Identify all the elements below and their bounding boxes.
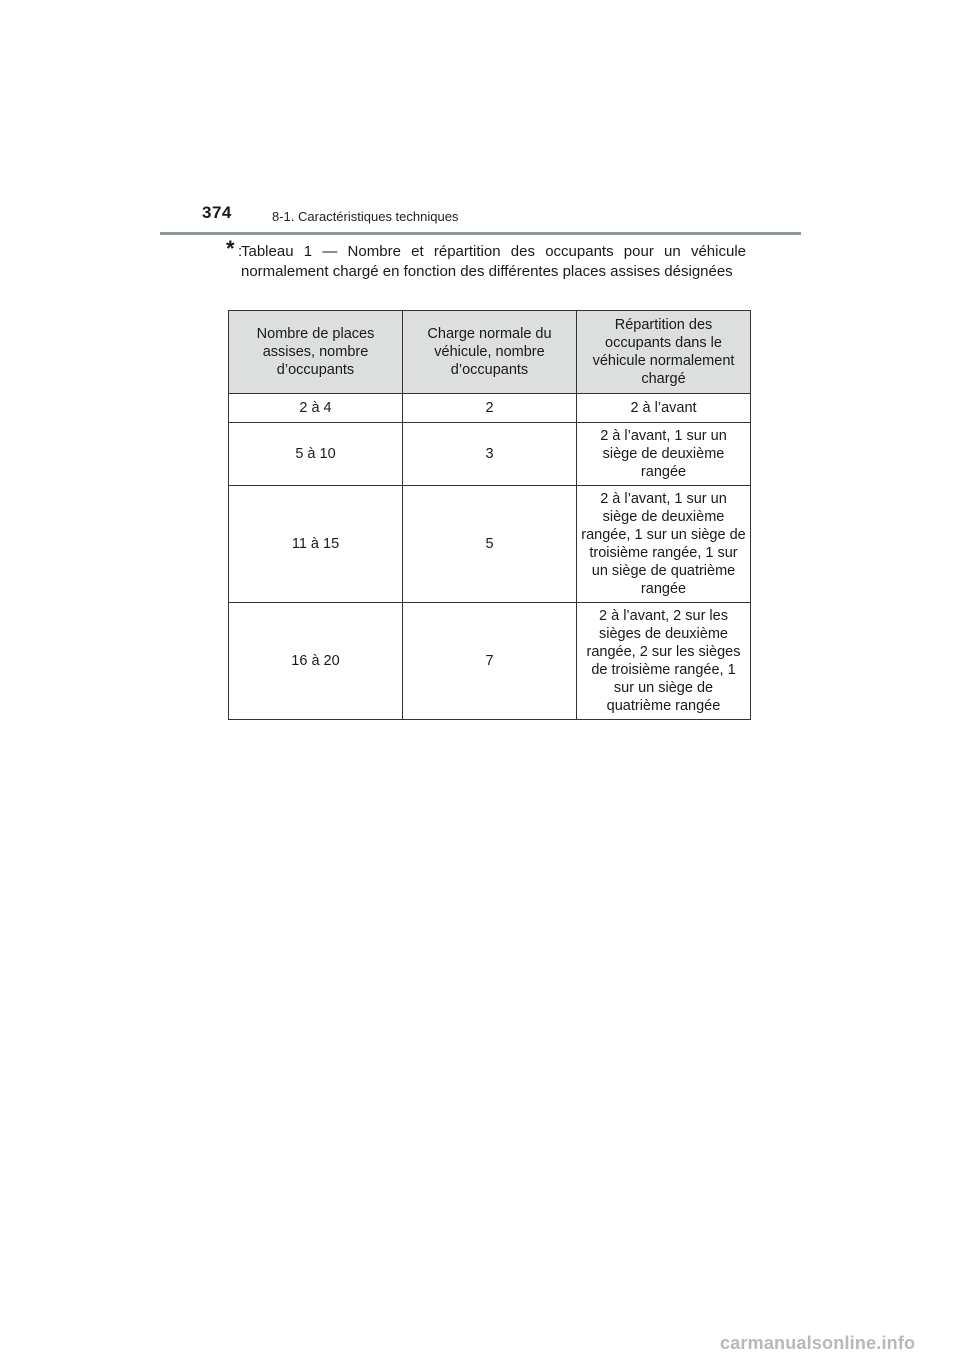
- cell-distribution: 2 à l’avant, 2 sur les sièges de deuxième rangée, 2 sur les sièges de troisième rangée, 1 sur un siège de quatrième rangée: [577, 603, 751, 720]
- cell-seating: 5 à 10: [229, 423, 403, 486]
- header-seating-positions: Nombre de places assises, nombre d’occupants: [229, 311, 403, 394]
- cell-seating: 2 à 4: [229, 394, 403, 423]
- cell-seating: 11 à 15: [229, 486, 403, 603]
- table-header-row: [229, 311, 751, 394]
- footnote-marker: *: [226, 236, 235, 261]
- header-occupant-distribution: Répartition des occupants dans le véhicule normalement chargé: [577, 311, 751, 394]
- occupant-table: [228, 310, 751, 720]
- section-title: 8-1. Caractéristiques techniques: [272, 209, 459, 224]
- header-normal-load: Charge normale du véhicule, nombre d’occupants: [403, 311, 577, 394]
- table-row: [229, 394, 751, 423]
- cell-distribution: 2 à l’avant, 1 sur un siège de deuxième rangée, 1 sur un siège de troisième rangée, 1 sur un siège de quatrième rangée: [577, 486, 751, 603]
- footnote-text: Tableau 1 — Nombre et répartition des occupants pour un véhicule normalement chargé en fonction des différentes places assises désignées: [241, 243, 746, 280]
- cell-seating: 16 à 20: [229, 603, 403, 720]
- table-row: [229, 486, 751, 603]
- header-rule: [160, 232, 801, 235]
- cell-distribution: 2 à l’avant: [577, 394, 751, 423]
- cell-load: 2: [403, 394, 577, 423]
- table-row: [229, 423, 751, 486]
- cell-load: 5: [403, 486, 577, 603]
- cell-load: 3: [403, 423, 577, 486]
- footnote-colon: :: [238, 243, 243, 260]
- watermark: carmanualsonline.info: [720, 1333, 916, 1353]
- table-row: [229, 603, 751, 720]
- cell-distribution: 2 à l’avant, 1 sur un siège de deuxième rangée: [577, 423, 751, 486]
- cell-load: 7: [403, 603, 577, 720]
- page-number: 374: [202, 203, 232, 222]
- footnote: [226, 236, 746, 282]
